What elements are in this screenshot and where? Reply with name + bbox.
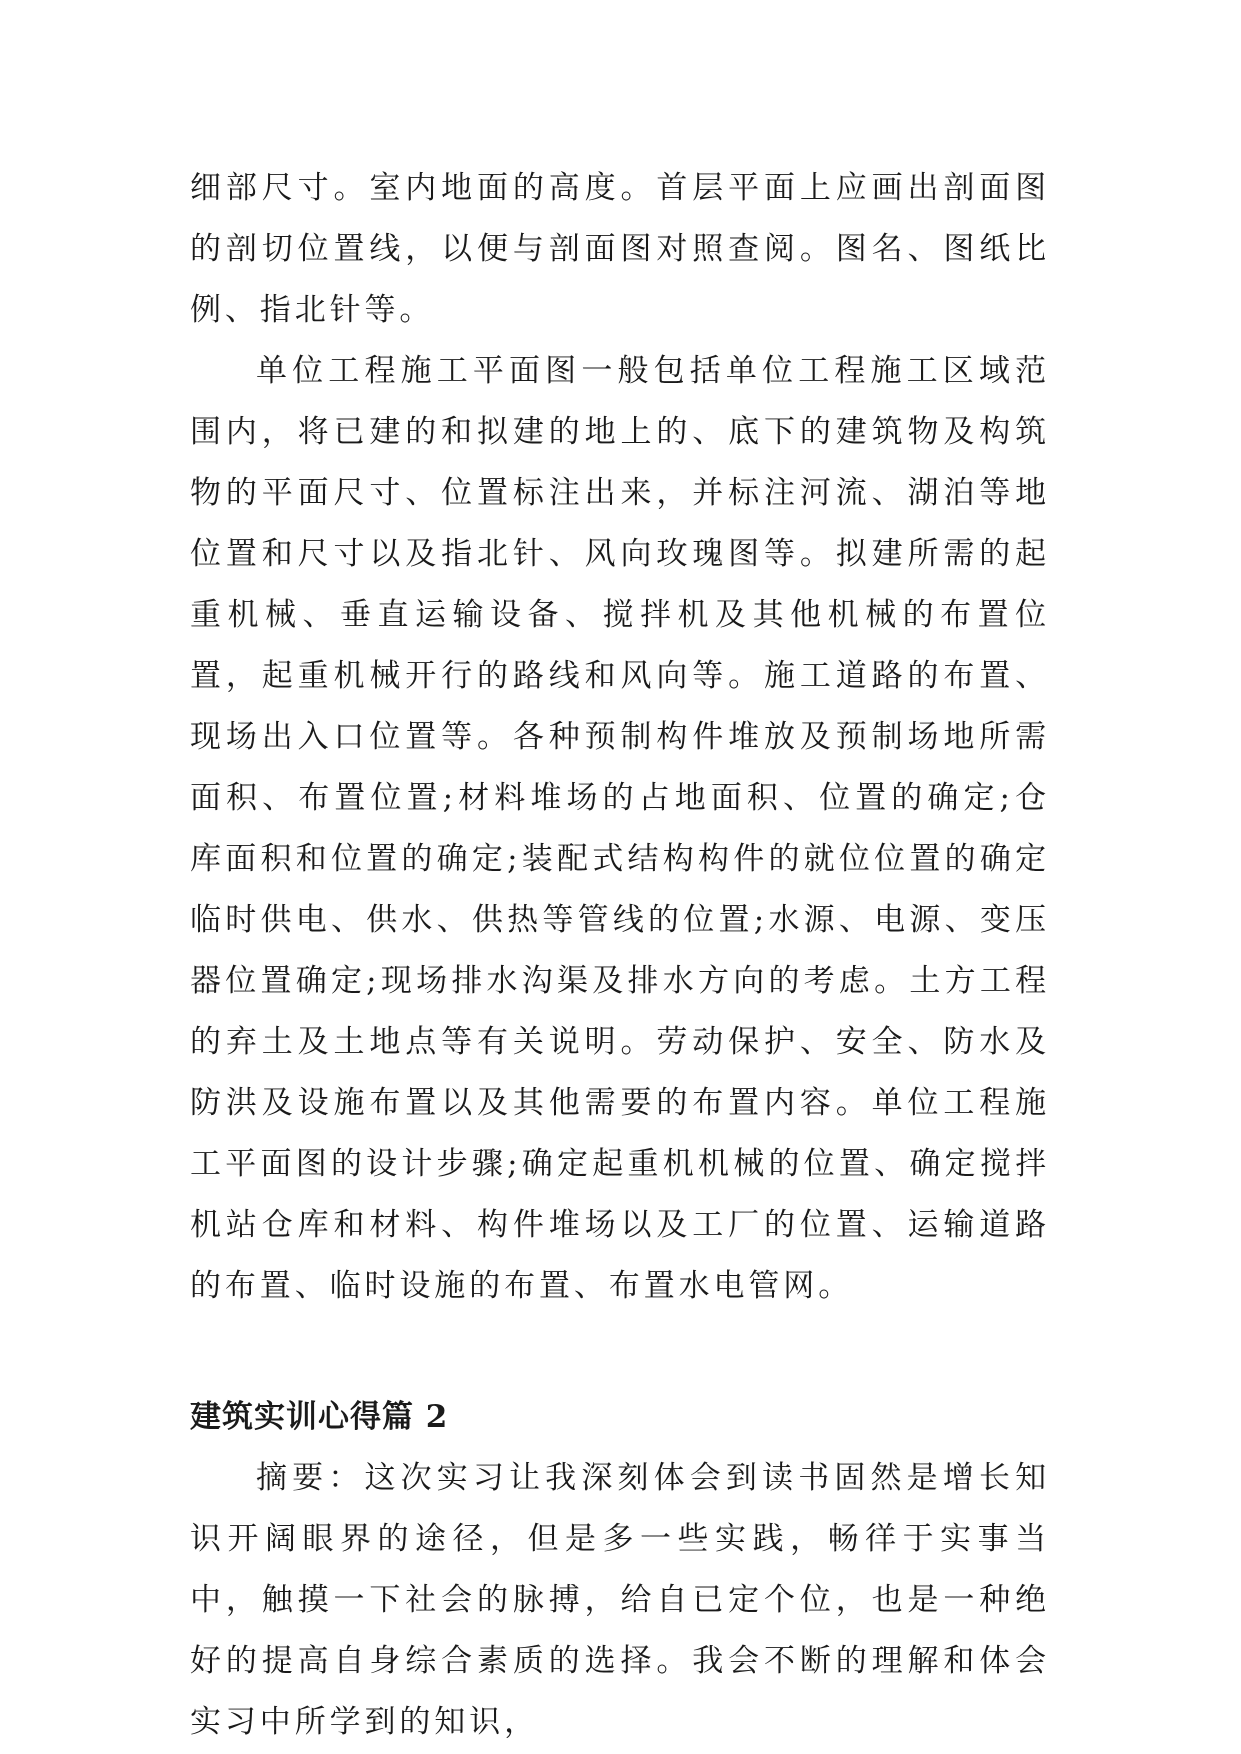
paragraph-construction-plan: 单位工程施工平面图一般包括单位工程施工区域范围内，将已建的和拟建的地上的、底下的建筑物及构筑物的平面尺寸、位置标注出来，并标注河流、湖泊等地位置和尺寸以及指北针、风向玫瑰图等。拟建所需的起重机械、垂直运输设备、搅拌机及其他机械的布置位置，起重机械开行的路线和风向等。施工道路的布置、现场出入口位置等。各种预制构件堆放及预制场地所需面积、布置位置;材料堆场的占地面积、位置的确定;仓库面积和位置的确定;装配式结构构件的就位位置的确定临时供电、供水、供热等管线的位置;水源、电源、变压器位置确定;现场排水沟渠及排水方向的考虑。土方工程的弃土及土地点等有关说明。劳动保护、安全、防水及防洪及设施布置以及其他需要的布置内容。单位工程施工平面图的设计步骤;确定起重机机械的位置、确定搅拌机站仓库和材料、构件堆场以及工厂的位置、运输道路的布置、临时设施的布置、布置水电管网。 xyxy=(190,353,1050,1304)
document-page xyxy=(190,158,1050,1753)
paragraph-abstract: 摘要：这次实习让我深刻体会到读书固然是增长知识开阔眼界的途径，但是多一些实践，畅徉于实事当中，触摸一下社会的脉搏，给自已定个位，也是一种绝好的提高自身综合素质的选择。我会不断的理解和体会实习中所学到的知识， xyxy=(190,1460,1050,1740)
paragraph-continuation: 细部尺寸。室内地面的高度。首层平面上应画出剖面图的剖切位置线，以便与剖面图对照查阅。图名、图纸比例、指北针等。 xyxy=(190,170,1050,328)
section-heading: 建筑实训心得篇 2 xyxy=(190,1399,449,1435)
